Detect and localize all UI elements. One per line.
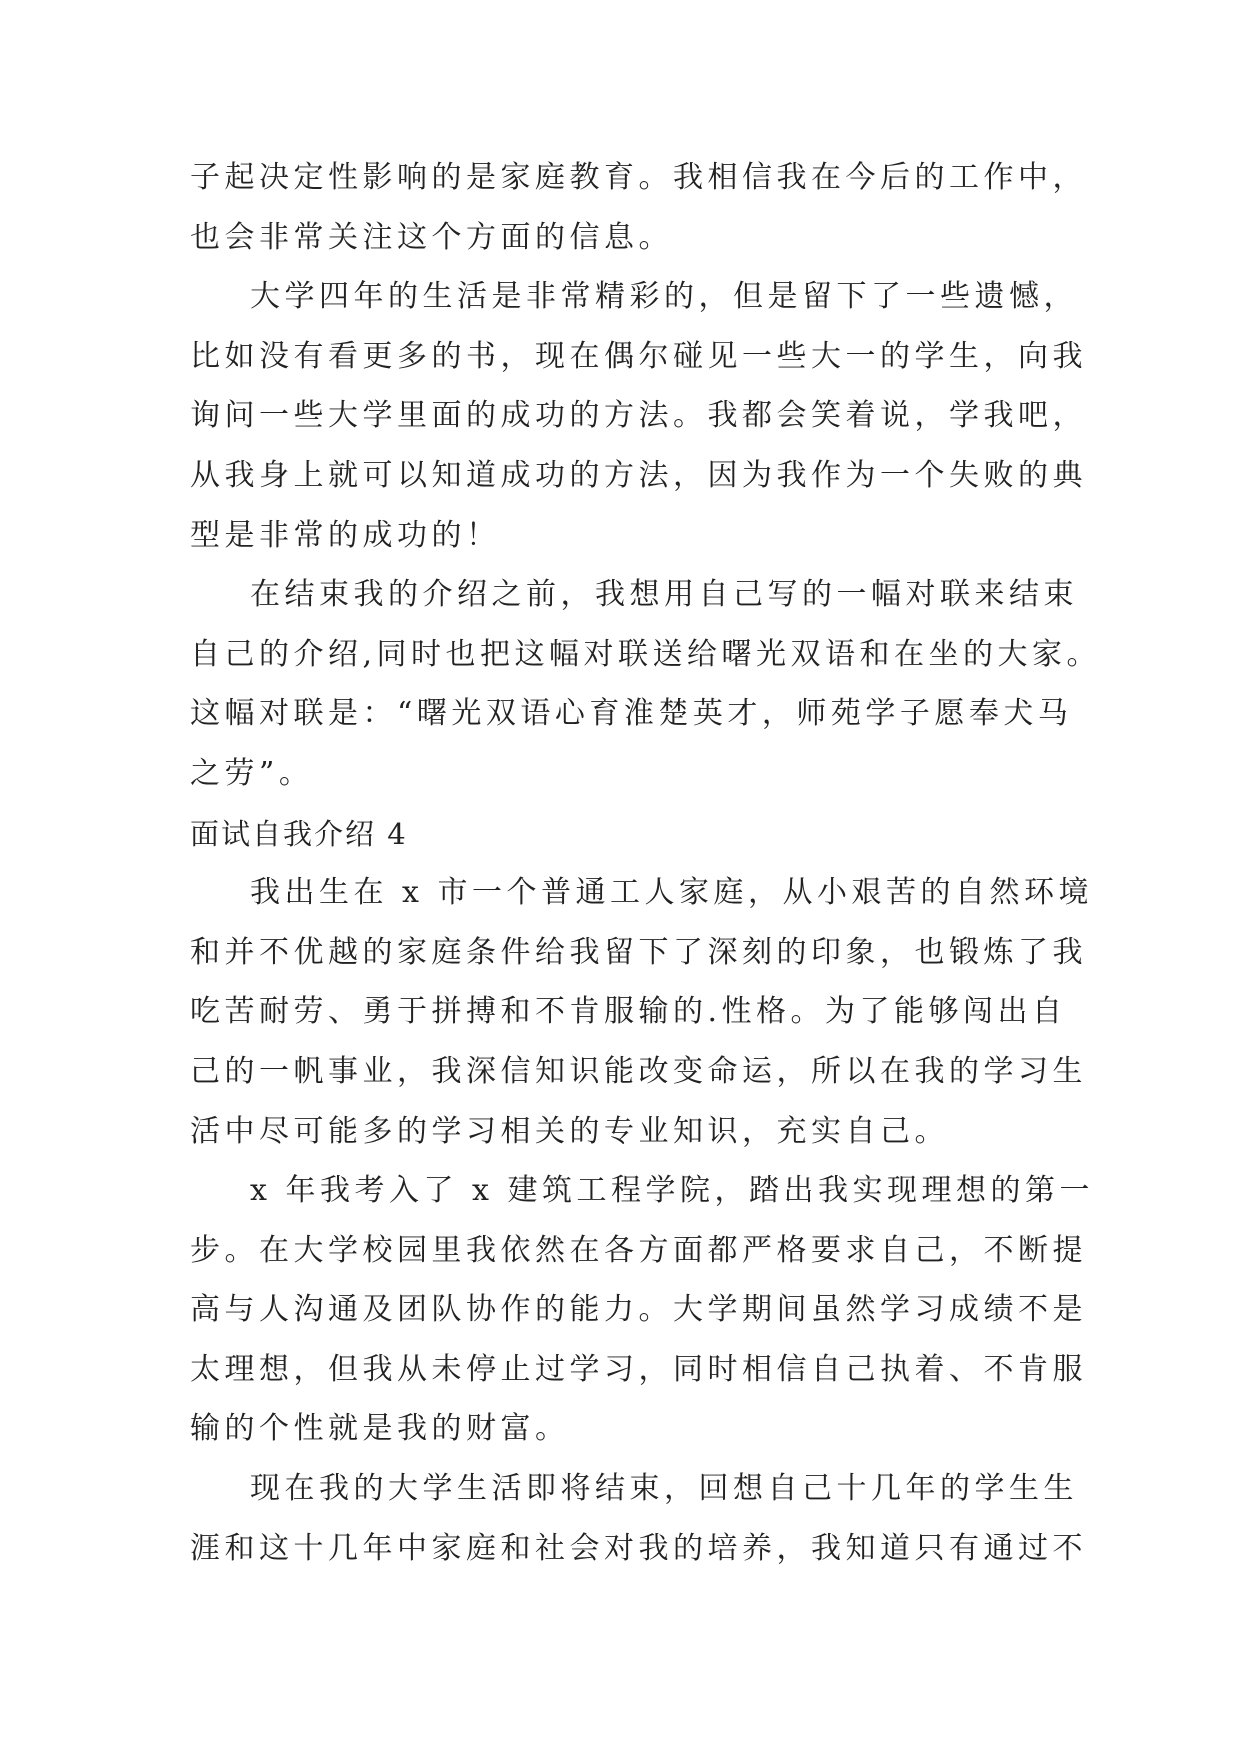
text-line: 太理想，但我从未停止过学习，同时相信自己执着、不肯服: [190, 1351, 1087, 1387]
text-line: 涯和这十几年中家庭和社会对我的培养，我知道只有通过不: [190, 1530, 1087, 1566]
text-line: 子起决定性影响的是家庭教育。我相信我在今后的工作中，: [190, 160, 1087, 195]
paragraph-start-line: 大学四年的生活是非常精彩的，但是留下了一些遗憾，: [250, 279, 1078, 315]
document-body: [190, 158, 1102, 1588]
text-line: 之劳”。: [190, 755, 314, 791]
text-line: 询问一些大学里面的成功的方法。我都会笑着说，学我吧，: [190, 398, 1087, 434]
paragraph-start-line: x 年我考入了 x 建筑工程学院，踏出我实现理想的第一: [250, 1173, 1094, 1209]
text-line: 活中尽可能多的学习相关的专业知识，充实自己。: [190, 1113, 949, 1149]
paragraph-start-line: 我出生在 x 市一个普通工人家庭，从小艰苦的自然环境: [250, 875, 1093, 911]
text-line: 己的一帆事业，我深信知识能改变命运，所以在我的学习生: [190, 1053, 1087, 1089]
text-line: 自己的介绍,同时也把这幅对联送给曙光双语和在坐的大家。: [190, 636, 1102, 672]
paragraph-start-line: 现在我的大学生活即将结束，回想自己十几年的学生生: [250, 1471, 1078, 1507]
paragraph-start-line: 在结束我的介绍之前，我想用自己写的一幅对联来结束: [250, 577, 1078, 613]
text-line: 步。在大学校园里我依然在各方面都严格要求自己，不断提: [190, 1232, 1087, 1268]
text-line: 这幅对联是：“曙光双语心育淮楚英才，师苑学子愿奉犬马: [190, 696, 1073, 732]
text-line: 型是非常的成功的！: [190, 517, 501, 553]
text-line: 输的个性就是我的财富。: [190, 1411, 570, 1447]
text-line: 也会非常关注这个方面的信息。: [190, 219, 673, 255]
text-line: 比如没有看更多的书，现在偶尔碰见一些大一的学生，向我: [190, 338, 1087, 374]
text-line: 和并不优越的家庭条件给我留下了深刻的印象，也锻炼了我: [190, 934, 1087, 970]
text-line: 吃苦耐劳、勇于拼搏和不肯服输的.性格。为了能够闯出自: [190, 994, 1067, 1030]
text-line: 从我身上就可以知道成功的方法，因为我作为一个失败的典: [190, 457, 1087, 493]
text-line: 高与人沟通及团队协作的能力。大学期间虽然学习成绩不是: [190, 1292, 1087, 1328]
section-heading: 面试自我介绍 4: [190, 816, 408, 851]
